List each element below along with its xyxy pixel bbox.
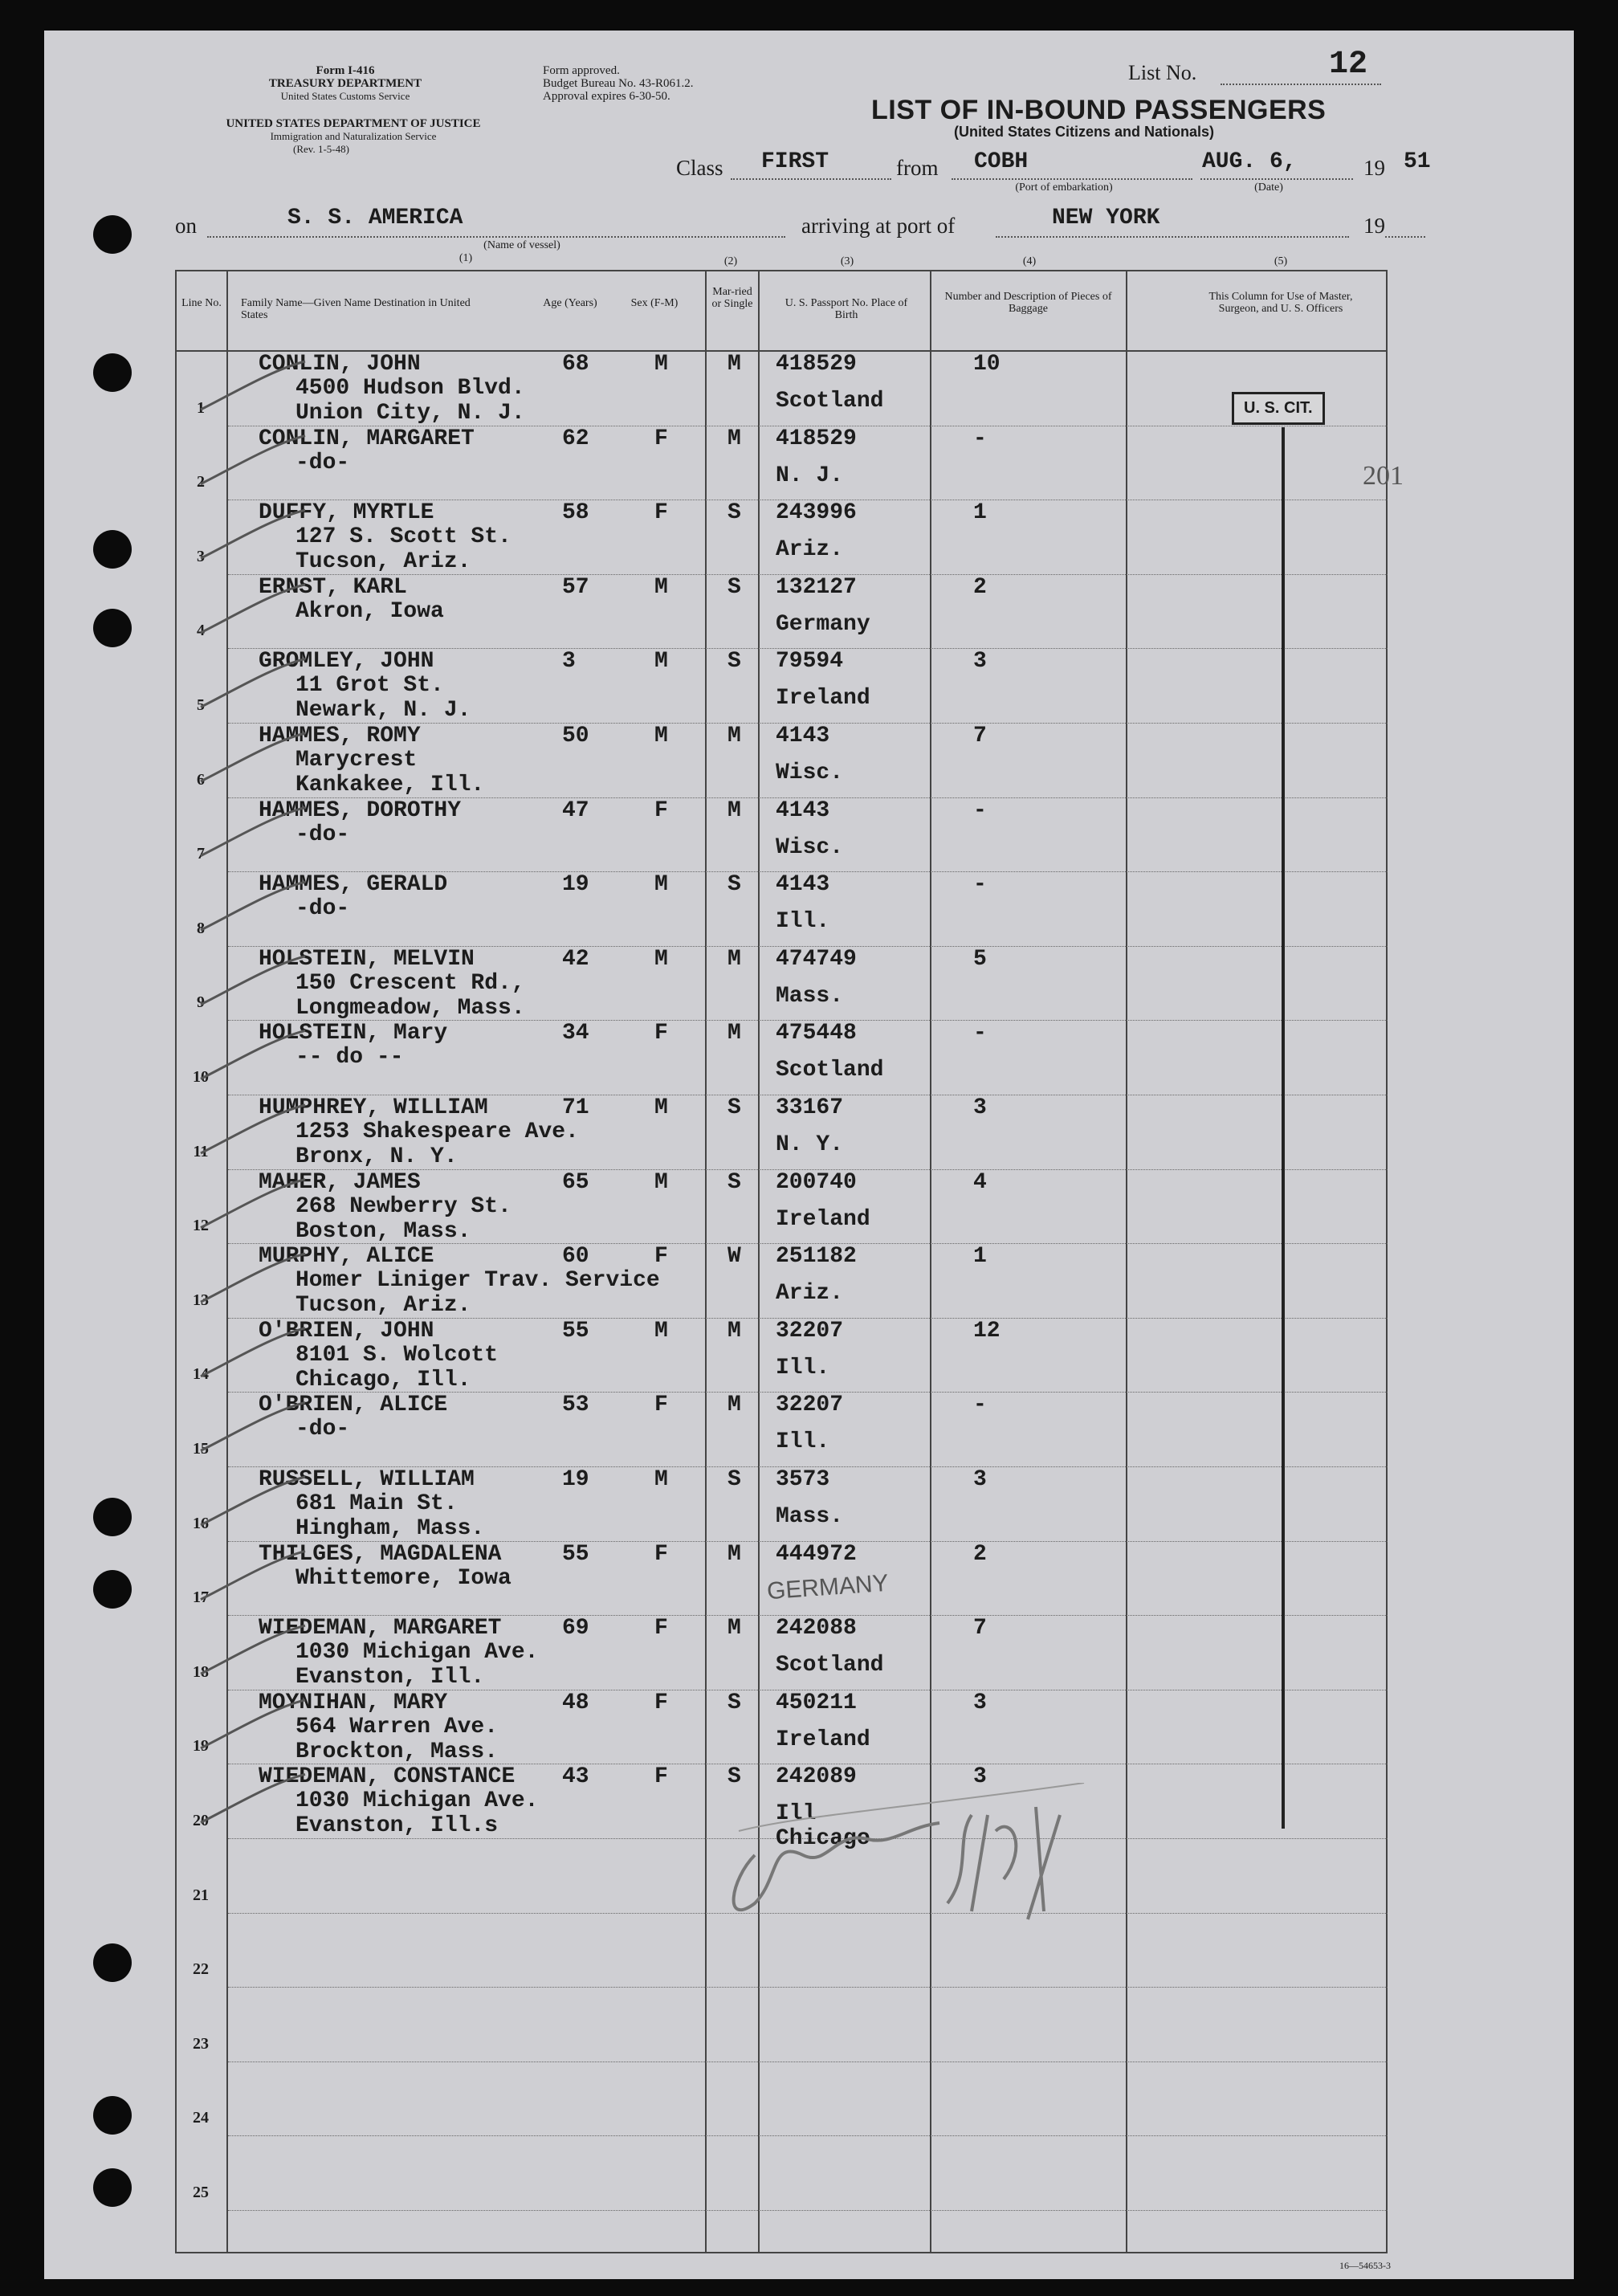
embarkation-date: AUG. 6,	[1202, 149, 1297, 174]
passenger-marital: M	[727, 797, 741, 823]
passenger-name: CONLIN, MARGARET	[259, 426, 475, 451]
baggage-count: 3	[973, 649, 987, 675]
passenger-name: O'BRIEN, JOHN	[259, 1318, 434, 1344]
passenger-age: 48	[562, 1690, 589, 1715]
passenger-age: 3	[562, 649, 576, 675]
passenger-marital: S	[727, 500, 741, 526]
line-number: 9	[197, 993, 205, 1012]
passenger-marital: M	[727, 1021, 741, 1046]
passenger-destination: 1030 Michigan Ave. Evanston, Ill.s	[295, 1788, 539, 1839]
place-of-birth: Germany	[776, 611, 870, 637]
baggage-count: 3	[973, 1467, 987, 1492]
passport-number: 242088	[776, 1616, 857, 1641]
line-number: 11	[193, 1142, 209, 1160]
place-of-birth: Ill.	[776, 909, 830, 935]
passenger-name: THILGES, MAGDALENA	[259, 1541, 502, 1567]
approval-expires: Approval expires 6-30-50.	[543, 90, 670, 103]
passenger-name: MAHER, JAMES	[259, 1169, 421, 1195]
passenger-destination: Akron, Iowa	[295, 598, 444, 624]
passenger-destination: -do-	[295, 450, 350, 475]
line-number: 21	[193, 1886, 209, 1904]
passenger-name: MOYNIHAN, MARY	[259, 1690, 448, 1715]
passenger-age: 34	[562, 1021, 589, 1046]
passenger-marital: S	[727, 574, 741, 600]
passenger-age: 58	[562, 500, 589, 526]
place-of-birth: Mass.	[776, 1504, 844, 1529]
passenger-age: 47	[562, 797, 589, 823]
passenger-sex: M	[654, 649, 668, 675]
passenger-destination: Homer Liniger Trav. Service Tucson, Ariz.	[295, 1268, 660, 1319]
baggage-count: 3	[973, 1095, 987, 1120]
baggage-count: 1	[973, 1244, 987, 1270]
place-of-birth: Ariz.	[776, 537, 844, 563]
line-number: 2	[197, 473, 205, 491]
header-name: Family Name—Given Name Destination in United States	[241, 297, 471, 321]
passport-number: 200740	[776, 1169, 857, 1195]
header-baggage: Number and Description of Pieces of Baggage	[944, 291, 1112, 315]
passenger-age: 69	[562, 1616, 589, 1641]
line-number: 20	[193, 1812, 209, 1829]
revision: (Rev. 1-5-48)	[293, 143, 349, 155]
header-age: Age (Years)	[543, 297, 597, 309]
baggage-count: -	[973, 797, 987, 823]
passenger-age: 19	[562, 872, 589, 898]
passenger-marital: M	[727, 1393, 741, 1418]
line-number: 10	[193, 1068, 209, 1086]
line-number: 14	[193, 1365, 209, 1384]
line-number: 4	[197, 622, 205, 640]
place-of-birth: Ireland	[776, 1727, 870, 1752]
place-of-birth: Ariz.	[776, 1281, 844, 1307]
passenger-sex: M	[654, 724, 668, 748]
punch-hole	[93, 353, 132, 392]
bracket-line	[1282, 427, 1285, 1829]
annotation-germany: GERMANY	[765, 1569, 890, 1605]
col-num-5: (5)	[1274, 255, 1288, 267]
baggage-count: 2	[973, 1541, 987, 1567]
vessel-caption: (Name of vessel)	[483, 239, 560, 251]
passenger-destination: 1030 Michigan Ave. Evanston, Ill.	[295, 1640, 539, 1690]
passenger-sex: F	[654, 426, 668, 451]
baggage-count: -	[973, 1021, 987, 1046]
ins-name: Immigration and Naturalization Service	[270, 130, 437, 142]
passenger-sex: F	[654, 1244, 668, 1270]
passport-number: 418529	[776, 352, 857, 377]
class-value: FIRST	[761, 149, 829, 174]
passenger-sex: M	[654, 1169, 668, 1195]
baggage-count: -	[973, 872, 987, 898]
passport-number: 243996	[776, 500, 857, 526]
line-number: 7	[197, 845, 205, 863]
from-label: from	[896, 156, 939, 180]
place-of-birth: Scotland	[776, 1653, 884, 1678]
passenger-destination: 8101 S. Wolcott Chicago, Ill.	[295, 1342, 499, 1393]
passenger-destination: 150 Crescent Rd., Longmeadow, Mass.	[295, 970, 525, 1021]
line-number: 22	[193, 1960, 209, 1979]
passenger-name: HOLSTEIN, MELVIN	[259, 946, 475, 972]
footer-code: 16—54653-3	[1339, 2260, 1391, 2271]
vessel-name: S. S. AMERICA	[287, 206, 463, 230]
passport-number: 418529	[776, 426, 857, 451]
passenger-sex: F	[654, 1690, 668, 1715]
passenger-destination: -do-	[295, 1417, 350, 1442]
passenger-name: HAMMES, ROMY	[259, 724, 421, 748]
passenger-sex: F	[654, 500, 668, 526]
line-number: 8	[197, 919, 205, 937]
passport-number: 242089	[776, 1764, 857, 1790]
punch-hole	[93, 1498, 132, 1536]
passenger-destination: 1253 Shakespeare Ave. Bronx, N. Y.	[295, 1119, 579, 1169]
passenger-destination: Whittemore, Iowa	[295, 1565, 511, 1591]
baggage-count: 7	[973, 724, 987, 748]
baggage-count: 3	[973, 1690, 987, 1715]
passenger-marital: M	[727, 1541, 741, 1567]
passenger-sex: M	[654, 1095, 668, 1120]
passenger-sex: M	[654, 872, 668, 898]
punch-hole	[93, 1570, 132, 1609]
passenger-name: DUFFY, MYRTLE	[259, 500, 434, 526]
header-sex: Sex (F-M)	[630, 297, 679, 309]
passport-number: 3573	[776, 1467, 830, 1492]
passenger-sex: M	[654, 1467, 668, 1492]
date-caption: (Date)	[1254, 181, 1283, 194]
line-number: 6	[197, 770, 205, 789]
list-no-label: List No.	[1128, 61, 1197, 84]
passenger-destination: Marycrest Kankakee, Ill.	[295, 748, 485, 797]
passport-number: 33167	[776, 1095, 844, 1120]
baggage-count: -	[973, 426, 987, 451]
line-number: 25	[193, 2184, 209, 2201]
passport-number: 79594	[776, 649, 844, 675]
passenger-destination: 4500 Hudson Blvd. Union City, N. J.	[295, 376, 525, 426]
place-of-birth: Scotland	[776, 389, 884, 414]
passenger-age: 71	[562, 1095, 589, 1120]
passenger-name: ERNST, KARL	[259, 574, 407, 600]
line-number: 17	[193, 1588, 209, 1607]
place-of-birth: N. Y.	[776, 1132, 844, 1157]
passenger-age: 57	[562, 574, 589, 600]
col-num-1: (1)	[459, 252, 473, 264]
passenger-destination: 564 Warren Ave. Brockton, Mass.	[295, 1714, 499, 1764]
arriving-label: arriving at port of	[801, 214, 956, 238]
punch-hole	[93, 215, 132, 254]
line-number: 3	[197, 547, 205, 565]
passenger-sex: F	[654, 797, 668, 823]
passenger-marital: M	[727, 1616, 741, 1641]
passenger-sex: F	[654, 1541, 668, 1567]
header-married: Mar-ried or Single	[711, 286, 753, 310]
passport-number: 4143	[776, 797, 830, 823]
place-of-birth: Wisc.	[776, 761, 844, 785]
baggage-count: 5	[973, 946, 987, 972]
line-number: 23	[193, 2034, 209, 2053]
passenger-age: 50	[562, 724, 589, 748]
punch-hole	[93, 1943, 132, 1982]
passenger-sex: F	[654, 1764, 668, 1790]
passenger-marital: M	[727, 946, 741, 972]
baggage-count: 1	[973, 500, 987, 526]
passport-number: 474749	[776, 946, 857, 972]
year-prefix: 19	[1363, 156, 1385, 180]
on-label: on	[175, 214, 197, 238]
passenger-marital: S	[727, 872, 741, 898]
punch-hole	[93, 2096, 132, 2135]
passenger-age: 43	[562, 1764, 589, 1790]
passenger-name: HAMMES, DOROTHY	[259, 797, 462, 823]
passenger-marital: M	[727, 426, 741, 451]
passenger-marital: S	[727, 1169, 741, 1195]
passport-number: 4143	[776, 872, 830, 898]
passenger-marital: S	[727, 1764, 741, 1790]
port-caption: (Port of embarkation)	[1015, 181, 1113, 194]
passenger-name: GROMLEY, JOHN	[259, 649, 434, 675]
line-number: 1	[197, 398, 205, 417]
line-number: 13	[193, 1291, 209, 1309]
passport-number: 450211	[776, 1690, 857, 1715]
passenger-name: CONLIN, JOHN	[259, 352, 421, 377]
baggage-count: 7	[973, 1616, 987, 1641]
baggage-count: -	[973, 1393, 987, 1418]
passenger-sex: M	[654, 352, 668, 377]
annotation-201: 201	[1363, 461, 1404, 491]
place-of-birth: N. J.	[776, 463, 844, 488]
list-number: 12	[1329, 47, 1368, 83]
col-num-4: (4)	[1022, 255, 1037, 267]
col-num-3: (3)	[840, 255, 854, 267]
place-of-birth: Scotland	[776, 1058, 884, 1083]
passenger-destination: 11 Grot St. Newark, N. J.	[295, 673, 471, 724]
form-approved: Form approved.	[543, 64, 620, 77]
place-of-birth: Ill.	[776, 1429, 830, 1455]
form-number: Form I-416	[316, 64, 375, 77]
passport-number: 444972	[776, 1541, 857, 1567]
passenger-destination: 268 Newberry St. Boston, Mass.	[295, 1193, 511, 1244]
year-prefix-2: 19	[1363, 214, 1385, 238]
passenger-destination: -do-	[295, 896, 350, 922]
passenger-name: O'BRIEN, ALICE	[259, 1393, 448, 1418]
passenger-age: 65	[562, 1169, 589, 1195]
passenger-marital: M	[727, 724, 741, 748]
baggage-count: 10	[973, 352, 1001, 377]
line-number: 5	[197, 696, 205, 714]
header-passport: U. S. Passport No. Place of Birth	[785, 297, 908, 321]
baggage-count: 4	[973, 1169, 987, 1195]
passenger-age: 68	[562, 352, 589, 377]
place-of-birth: Ill.	[776, 1355, 830, 1380]
place-of-birth: Wisc.	[776, 834, 844, 860]
passenger-marital: S	[727, 1095, 741, 1120]
passenger-age: 62	[562, 426, 589, 451]
passenger-destination: -- do --	[295, 1045, 404, 1071]
officer-signature	[707, 1783, 1124, 1943]
line-number: 19	[193, 1737, 209, 1756]
punch-hole	[93, 530, 132, 569]
passenger-name: WIEDEMAN, CONSTANCE	[259, 1764, 516, 1790]
passenger-age: 60	[562, 1244, 589, 1270]
list-title: LIST OF IN-BOUND PASSENGERS	[871, 95, 1327, 125]
passenger-sex: F	[654, 1021, 668, 1046]
passenger-age: 42	[562, 946, 589, 972]
passenger-marital: M	[727, 352, 741, 377]
customs-service: United States Customs Service	[280, 90, 410, 102]
baggage-count: 2	[973, 574, 987, 600]
passenger-marital: S	[727, 1690, 741, 1715]
line-number: 18	[193, 1662, 209, 1681]
header-officers: This Column for Use of Master, Surgeon, and U. S. Officers	[1208, 291, 1353, 315]
passenger-age: 53	[562, 1393, 589, 1418]
place-of-birth: Ireland	[776, 1206, 870, 1232]
passenger-age: 19	[562, 1467, 589, 1492]
punch-hole	[93, 609, 132, 647]
justice-dept: UNITED STATES DEPARTMENT OF JUSTICE	[226, 117, 481, 130]
passenger-name: MURPHY, ALICE	[259, 1244, 434, 1270]
budget-bureau: Budget Bureau No. 43-R061.2.	[543, 77, 694, 90]
embarkation-port: COBH	[974, 149, 1029, 174]
passport-number: 475448	[776, 1021, 857, 1046]
col-num-2: (2)	[723, 255, 738, 267]
passport-number: 32207	[776, 1393, 844, 1418]
passport-number: 132127	[776, 574, 857, 600]
passenger-destination: -do-	[295, 822, 350, 847]
line-number: 24	[193, 2109, 209, 2127]
passport-number: 32207	[776, 1318, 844, 1344]
year-value: 51	[1404, 149, 1431, 174]
passenger-sex: F	[654, 1616, 668, 1641]
passenger-name: WIEDEMAN, MARGARET	[259, 1616, 502, 1641]
passenger-destination: 127 S. Scott St. Tucson, Ariz.	[295, 524, 511, 575]
passenger-name: RUSSELL, WILLIAM	[259, 1467, 475, 1492]
place-of-birth: Ireland	[776, 686, 870, 712]
passport-number: 4143	[776, 724, 830, 748]
baggage-count: 3	[973, 1764, 987, 1790]
tally-marks	[185, 337, 313, 1863]
passenger-marital: W	[727, 1244, 741, 1270]
passenger-age: 55	[562, 1541, 589, 1567]
punch-hole	[93, 2168, 132, 2207]
passenger-sex: M	[654, 946, 668, 972]
place-of-birth: Ill Chicago	[776, 1801, 870, 1852]
arrival-port: NEW YORK	[1052, 206, 1160, 230]
treasury-dept: TREASURY DEPARTMENT	[268, 77, 422, 90]
passport-number: 251182	[776, 1244, 857, 1270]
passenger-marital: M	[727, 1318, 741, 1344]
passenger-sex: M	[654, 1318, 668, 1344]
passenger-marital: S	[727, 1467, 741, 1492]
list-subtitle: (United States Citizens and Nationals)	[953, 124, 1215, 140]
line-number: 16	[193, 1514, 209, 1532]
passenger-name: HUMPHREY, WILLIAM	[259, 1095, 488, 1120]
line-number: 12	[193, 1217, 209, 1235]
place-of-birth: Mass.	[776, 983, 844, 1009]
us-citizen-stamp: U. S. CIT.	[1232, 392, 1325, 425]
line-number: 15	[193, 1440, 209, 1458]
header-line-no: Line No.	[181, 297, 222, 309]
passenger-age: 55	[562, 1318, 589, 1344]
baggage-count: 12	[973, 1318, 1001, 1344]
passenger-sex: F	[654, 1393, 668, 1418]
class-label: Class	[676, 156, 723, 180]
passenger-name: HAMMES, GERALD	[259, 872, 448, 898]
passenger-name: HOLSTEIN, Mary	[259, 1021, 448, 1046]
passenger-destination: 681 Main St. Hingham, Mass.	[295, 1491, 485, 1541]
passenger-marital: S	[727, 649, 741, 675]
passenger-sex: M	[654, 574, 668, 600]
